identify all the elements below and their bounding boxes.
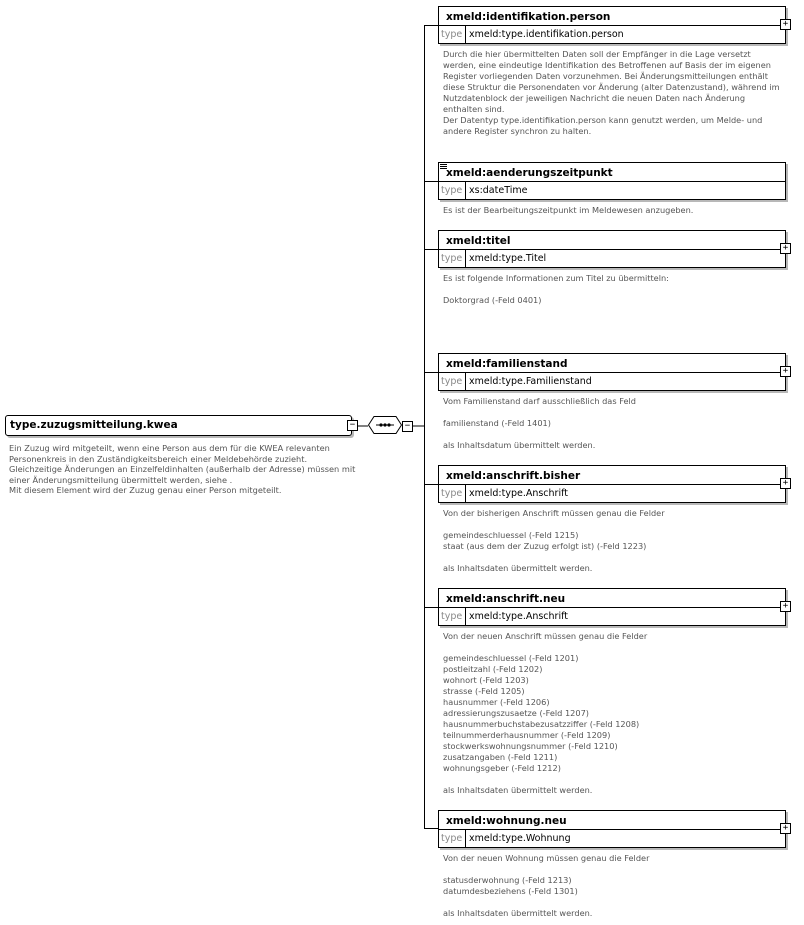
type-row xyxy=(439,607,785,626)
element-box[interactable] xyxy=(438,6,789,44)
type-row xyxy=(439,249,785,268)
element-box[interactable] xyxy=(438,230,789,268)
element-familienstand[interactable] xyxy=(438,353,789,450)
sequence-compositor[interactable] xyxy=(368,416,402,434)
type-value: xmeld:type.identifikation.person xyxy=(469,29,624,40)
type-label: type xyxy=(439,182,466,200)
element-name: xmeld:familienstand xyxy=(446,358,568,370)
type-row xyxy=(439,25,785,44)
element-box[interactable] xyxy=(438,810,789,848)
element-box[interactable] xyxy=(438,162,786,200)
element-name: xmeld:anschrift.neu xyxy=(446,593,566,605)
element-description: Von der neuen Wohnung müssen genau die Felder statusderwohnung (-Feld 1213) datumdesbeziehens (-Feld 1301) als Inhaltsdaten übermittelt werden. xyxy=(443,853,650,918)
type-label: type xyxy=(439,608,466,626)
element-wohnung-neu[interactable] xyxy=(438,810,789,918)
type-label: type xyxy=(439,26,466,44)
element-description: Von der neuen Anschrift müssen genau die Felder gemeindeschluessel (-Feld 1201) postleitzahl (-Feld 1202) wohnort (-Feld 1203) strasse (-Feld 1205) hausnummer (-Feld 1206) adressierungszusaetze (-Feld 1207) hausnummerbuchstabezusatzziffer (-Feld 1208) teilnummerderhausnummer (-Feld 1209) stockwerkswohnungsnummer (-Feld 1210) zusatzangaben (-Feld 1211) wohnungsgeber (-Feld 1212) als Inhaltsdaten übermittelt werden. xyxy=(443,631,648,795)
expand-icon[interactable]: + xyxy=(780,19,791,30)
type-row xyxy=(439,372,785,391)
type-value: xmeld:type.Familienstand xyxy=(469,376,592,387)
type-label: type xyxy=(439,485,466,503)
type-label: type xyxy=(439,830,466,848)
element-box[interactable] xyxy=(438,588,789,626)
type-value: xmeld:type.Wohnung xyxy=(469,833,571,844)
type-label: type xyxy=(439,250,466,268)
element-name: xmeld:identifikation.person xyxy=(446,11,611,23)
element-anschrift-neu[interactable] xyxy=(438,588,789,795)
element-box[interactable] xyxy=(438,353,789,391)
element-name: xmeld:aenderungszeitpunkt xyxy=(446,167,613,179)
element-description: Von der bisherigen Anschrift müssen genau die Felder gemeindeschluessel (-Feld 1215) staat (aus dem der Zuzug erfolgt ist) (-Feld 1223) als Inhaltsdaten übermittelt werden. xyxy=(443,508,665,573)
root-type-box[interactable] xyxy=(5,415,352,436)
type-value: xmeld:type.Anschrift xyxy=(469,611,568,622)
type-value: xmeld:type.Anschrift xyxy=(469,488,568,499)
element-description: Vom Familienstand darf ausschließlich das Feld familienstand (-Feld 1401) als Inhaltsdatum übermittelt werden. xyxy=(443,396,636,450)
expand-icon[interactable]: + xyxy=(780,243,791,254)
element-name: xmeld:titel xyxy=(446,235,511,247)
root-type-name: type.zuzugsmitteilung.kwea xyxy=(10,419,178,431)
type-label: type xyxy=(439,373,466,391)
element-name: xmeld:wohnung.neu xyxy=(446,815,567,827)
element-identifikation-person[interactable] xyxy=(438,6,789,136)
element-box[interactable] xyxy=(438,465,789,503)
element-name: xmeld:anschrift.bisher xyxy=(446,470,581,482)
element-description: Es ist der Bearbeitungszeitpunkt im Meldewesen anzugeben. xyxy=(443,205,694,215)
element-description: Es ist folgende Informationen zum Titel zu übermitteln: Doktorgrad (-Feld 0401) xyxy=(443,273,669,305)
type-row xyxy=(439,484,785,503)
expand-icon[interactable]: + xyxy=(780,366,791,377)
type-value: xmeld:type.Titel xyxy=(469,253,547,264)
root-type-description: Ein Zuzug wird mitgeteilt, wenn eine Person aus dem für die KWEA relevanten Personenkreis in den Zuständigkeitsbereich einer Meldebehörde zuzieht. Gleichzeitige Änderungen an Einzelfeldinhalten (außerhalb der Adresse) müssen mit einer Änderungsmitteilung übermittelt werden, siehe . Mit diesem Element wird der Zuzug genau einer Person mitgeteilt. xyxy=(9,443,356,496)
expand-icon[interactable]: + xyxy=(780,478,791,489)
expand-icon[interactable]: + xyxy=(780,823,791,834)
collapse-icon[interactable]: − xyxy=(347,420,358,431)
element-aenderungszeitpunkt[interactable] xyxy=(438,162,784,215)
element-titel[interactable] xyxy=(438,230,789,305)
element-description: Durch die hier übermittelten Daten soll der Empfänger in die Lage versetzt werden, eine eindeutige Identifikation des Betroffenen auf Basis der im eigenen Register vorliegenden Daten vorzunehmen. Bei Änderungsmitteilungen enthält diese Struktur die Personendaten vor Änderung (alter Datenzustand), während im Nutzdatenblock der jeweiligen Nachricht die neuen Daten nach Änderung enthalten sind. Der Datentyp type.identifikation.person kann genutzt werden, um Melde- und andere Register synchron zu halten. xyxy=(443,49,780,136)
collapse-icon[interactable]: − xyxy=(402,421,413,432)
type-row xyxy=(439,181,785,200)
root-type[interactable] xyxy=(5,415,354,435)
type-row xyxy=(439,829,785,848)
sequence-icon xyxy=(368,416,402,434)
element-anschrift-bisher[interactable] xyxy=(438,465,789,573)
expand-icon[interactable]: + xyxy=(780,601,791,612)
type-value: xs:dateTime xyxy=(469,185,528,196)
